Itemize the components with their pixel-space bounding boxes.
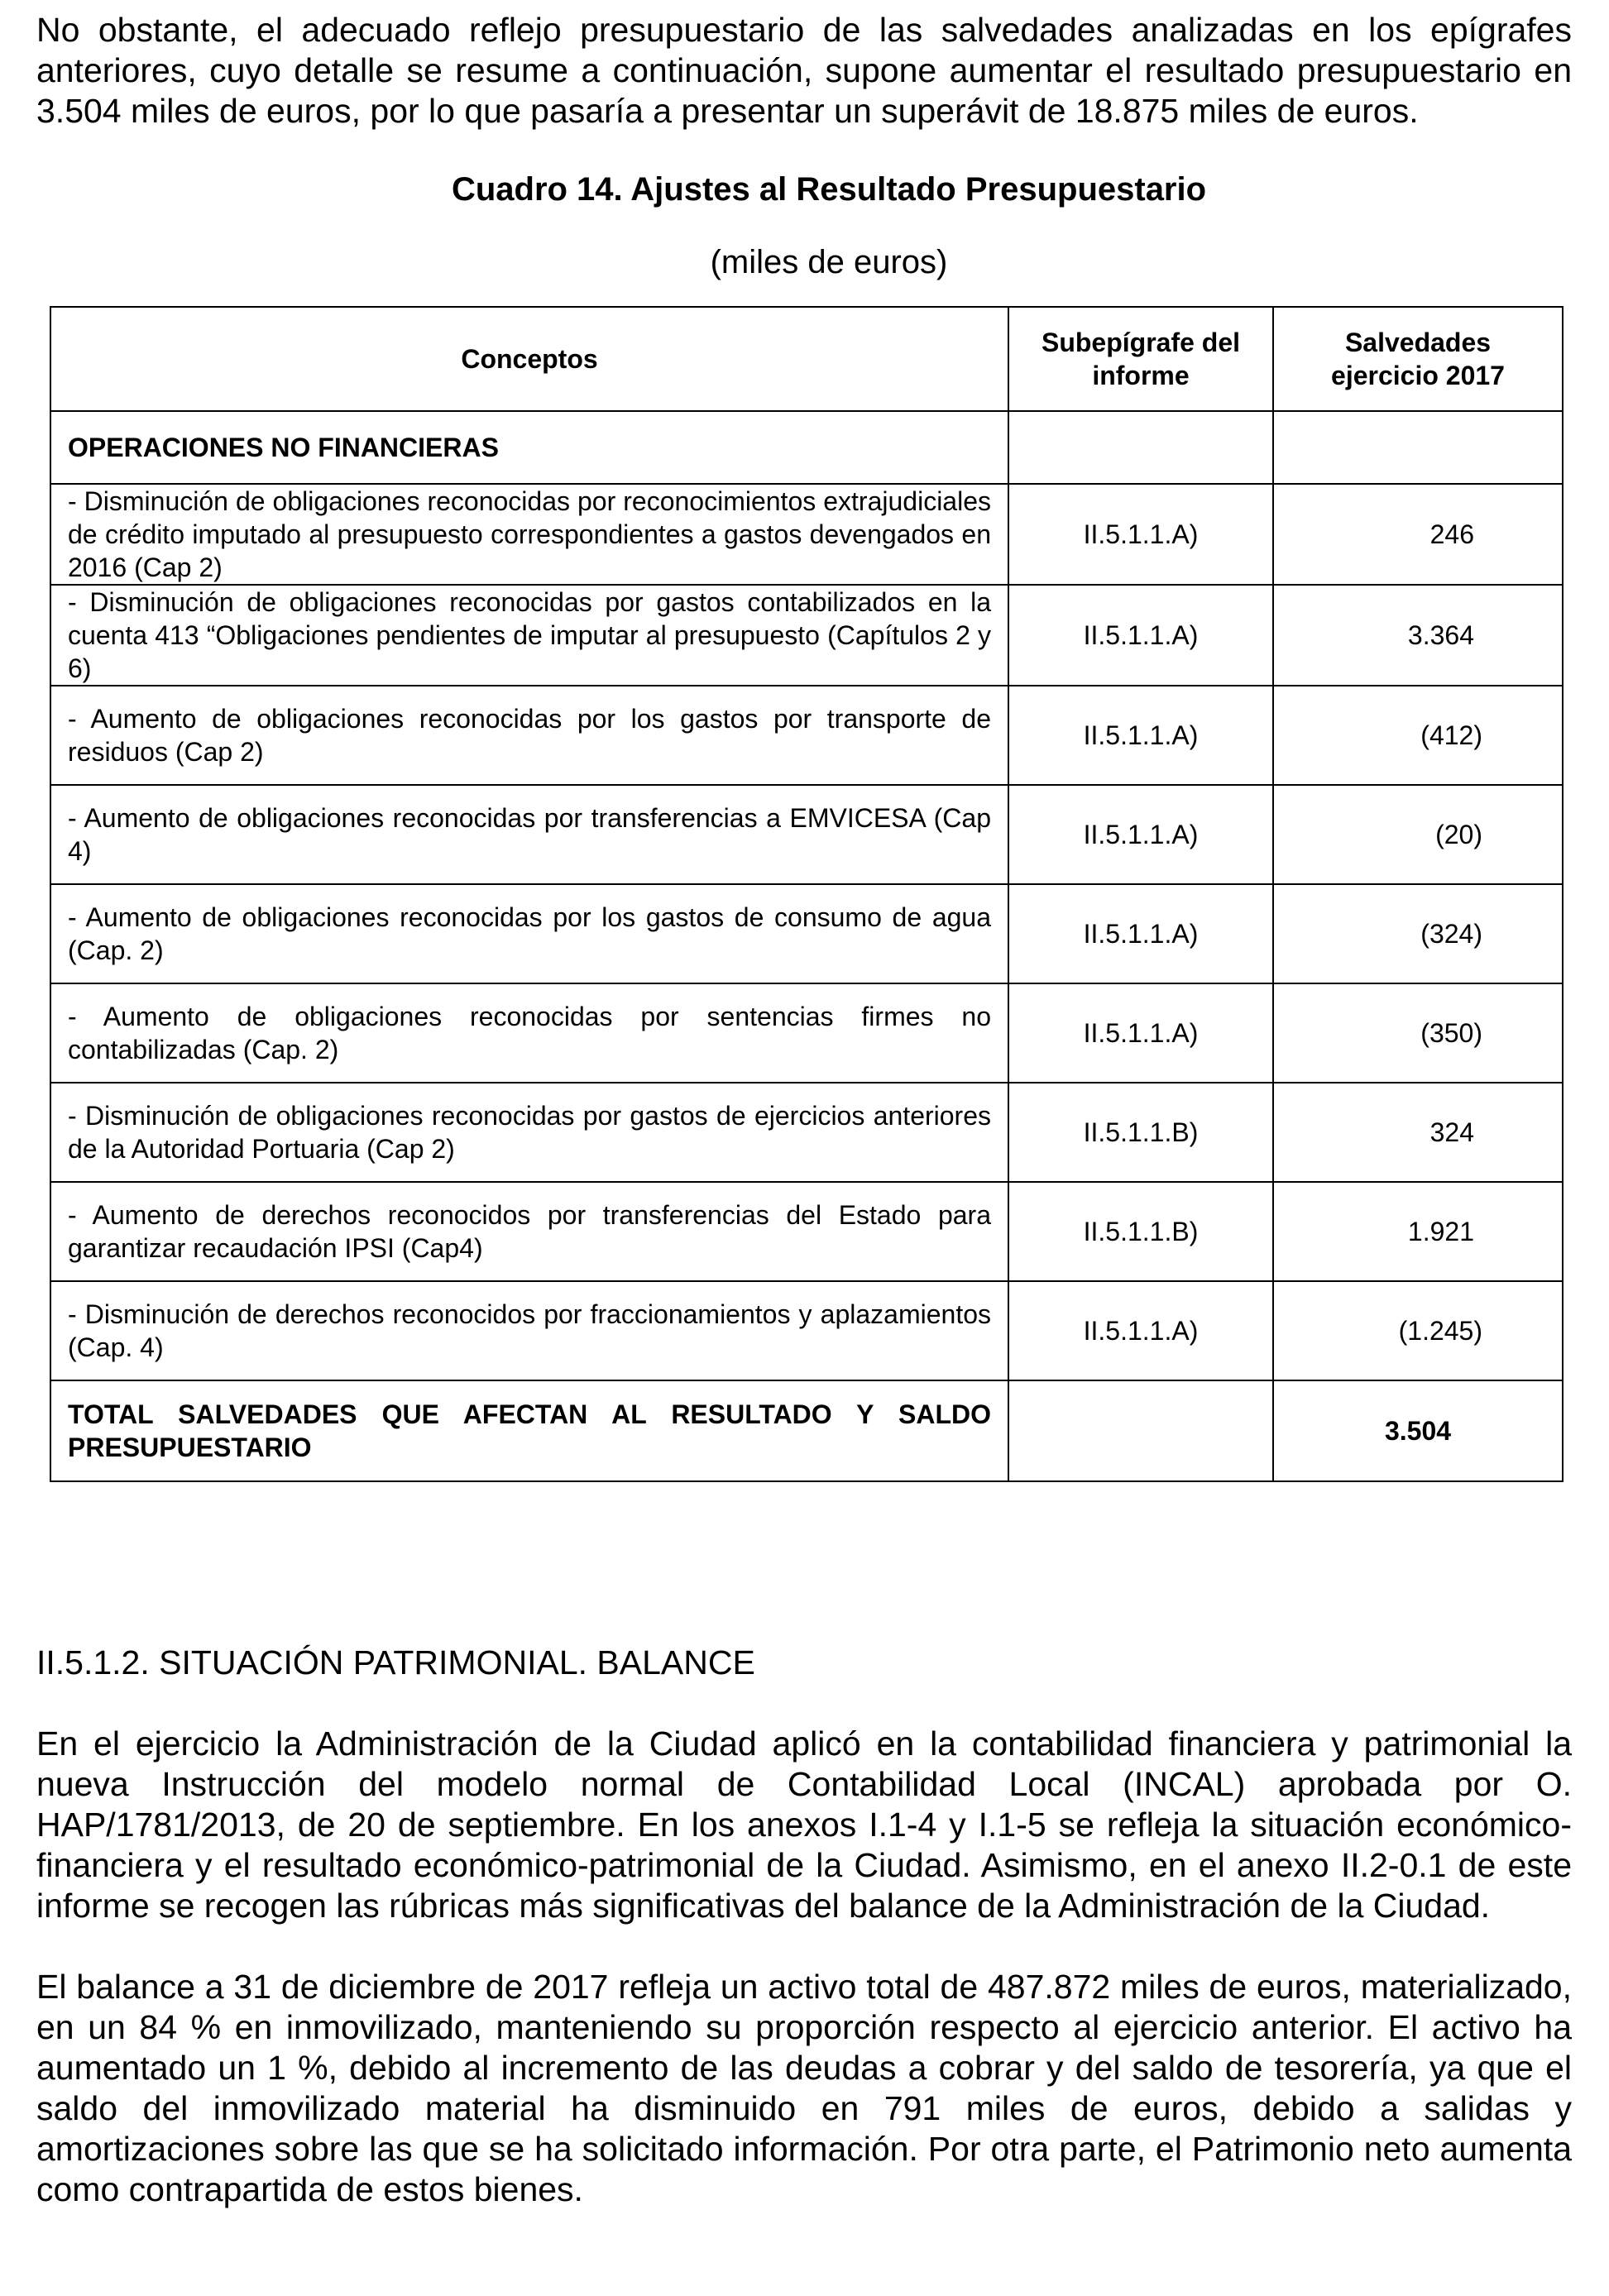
- intro-paragraph: No obstante, el adecuado reflejo presupuestario de las salvedades analizadas en los epígrafes anteriores, cuyo detalle se resume a continuación, supone aumentar el resultado presupuestario en 3.504 miles de euros, por lo que pasaría a presentar un superávit de 18.875 miles de euros.: [36, 11, 1572, 130]
- row-amount: (324): [1273, 884, 1563, 983]
- row-concept: - Disminución de obligaciones reconocidas por gastos contabilizados en la cuenta 413 “Obligaciones pendientes de imputar al presupuesto (Capítulos 2 y 6): [50, 585, 1008, 686]
- row-amount: 324: [1273, 1083, 1563, 1182]
- row-amount: 3.364: [1273, 585, 1563, 686]
- row-ref: II.5.1.1.A): [1008, 484, 1273, 585]
- row-ref: II.5.1.1.A): [1008, 785, 1273, 884]
- header-amount: Salvedades ejercicio 2017: [1273, 307, 1563, 411]
- adjustments-table: [50, 306, 1564, 1482]
- row-amount: (412): [1273, 686, 1563, 785]
- row-ref: II.5.1.1.A): [1008, 585, 1273, 686]
- row-amount: (20): [1273, 785, 1563, 884]
- table-caption: Cuadro 14. Ajustes al Resultado Presupuestario: [451, 171, 1207, 208]
- body-paragraph: El balance a 31 de diciembre de 2017 refleja un activo total de 487.872 miles de euros, materializado, en un 84 % en inmovilizado, manteniendo su proporción respecto al ejercicio anterior. El activo ha aumentado un 1 %, debido al incremento de las deudas a cobrar y del saldo de tesorería, ya que el saldo del inmovilizado material ha disminuido en 791 miles de euros, debido a salidas y amortizaciones sobre las que se ha solicitado información. Por otra parte, el Patrimonio neto aumenta como contrapartida de estos bienes.: [36, 1968, 1572, 2208]
- document-page: [36, 0, 1572, 2208]
- row-concept: - Aumento de obligaciones reconocidas por transferencias a EMVICESA (Cap 4): [50, 785, 1008, 884]
- row-concept: - Disminución de obligaciones reconocidas por gastos de ejercicios anteriores de la Autoridad Portuaria (Cap 2): [50, 1083, 1008, 1182]
- row-ref: II.5.1.1.B): [1008, 1083, 1273, 1182]
- table-row: [50, 484, 1563, 585]
- header-concepts: Conceptos: [50, 307, 1008, 411]
- table-header-row: [50, 307, 1563, 411]
- body-paragraph: En el ejercicio la Administración de la Ciudad aplicó en la contabilidad financiera y patrimonial la nueva Instrucción del modelo normal de Contabilidad Local (INCAL) aprobada por O. HAP/1781/2013, de 20 de septiembre. En los anexos I.1-4 y I.1-5 se refleja la situación económico-financiera y el resultado económico-patrimonial de la Ciudad. Asimismo, en el anexo II.2-0.1 de este informe se recogen las rúbricas más significativas del balance de la Administración de la Ciudad.: [36, 1724, 1572, 1925]
- row-ref: II.5.1.1.A): [1008, 884, 1273, 983]
- table-row: [50, 686, 1563, 785]
- row-ref: II.5.1.1.A): [1008, 983, 1273, 1083]
- row-amount: (350): [1273, 983, 1563, 1083]
- table-row: [50, 983, 1563, 1083]
- row-concept: - Disminución de derechos reconocidos por fraccionamientos y aplazamientos (Cap. 4): [50, 1281, 1008, 1380]
- section-ref-empty: [1008, 411, 1273, 484]
- row-ref: II.5.1.1.B): [1008, 1182, 1273, 1281]
- table-row: [50, 1182, 1563, 1281]
- table-row: [50, 785, 1563, 884]
- row-amount: 1.921: [1273, 1182, 1563, 1281]
- table-units: (miles de euros): [710, 244, 948, 280]
- row-amount: 246: [1273, 484, 1563, 585]
- table-row: [50, 884, 1563, 983]
- row-amount: (1.245): [1273, 1281, 1563, 1380]
- section-amount-empty: [1273, 411, 1563, 484]
- row-ref: II.5.1.1.A): [1008, 686, 1273, 785]
- row-ref: II.5.1.1.A): [1008, 1281, 1273, 1380]
- total-amount: 3.504: [1273, 1380, 1563, 1481]
- row-concept: - Aumento de derechos reconocidos por transferencias del Estado para garantizar recaudación IPSI (Cap4): [50, 1182, 1008, 1281]
- row-concept: - Aumento de obligaciones reconocidas por los gastos por transporte de residuos (Cap 2): [50, 686, 1008, 785]
- balance-section: [36, 1643, 1572, 2251]
- section-heading: II.5.1.2. SITUACIÓN PATRIMONIAL. BALANCE: [36, 1643, 755, 1681]
- table-row: [50, 1281, 1563, 1380]
- total-concept: TOTAL SALVEDADES QUE AFECTAN AL RESULTADO Y SALDO PRESUPUESTARIO: [50, 1380, 1008, 1481]
- total-ref: [1008, 1380, 1273, 1481]
- table-row: [50, 585, 1563, 686]
- table-row: [50, 1083, 1563, 1182]
- header-subsection: Subepígrafe del informe: [1008, 307, 1273, 411]
- row-concept: - Aumento de obligaciones reconocidas por sentencias firmes no contabilizadas (Cap. 2): [50, 983, 1008, 1083]
- total-row: [50, 1380, 1563, 1481]
- section-row: [50, 411, 1563, 484]
- row-concept: - Disminución de obligaciones reconocidas por reconocimientos extrajudiciales de crédito imputado al presupuesto correspondientes a gastos devengados en 2016 (Cap 2): [50, 484, 1008, 585]
- row-concept: - Aumento de obligaciones reconocidas por los gastos de consumo de agua (Cap. 2): [50, 884, 1008, 983]
- section-title: OPERACIONES NO FINANCIERAS: [50, 411, 1008, 484]
